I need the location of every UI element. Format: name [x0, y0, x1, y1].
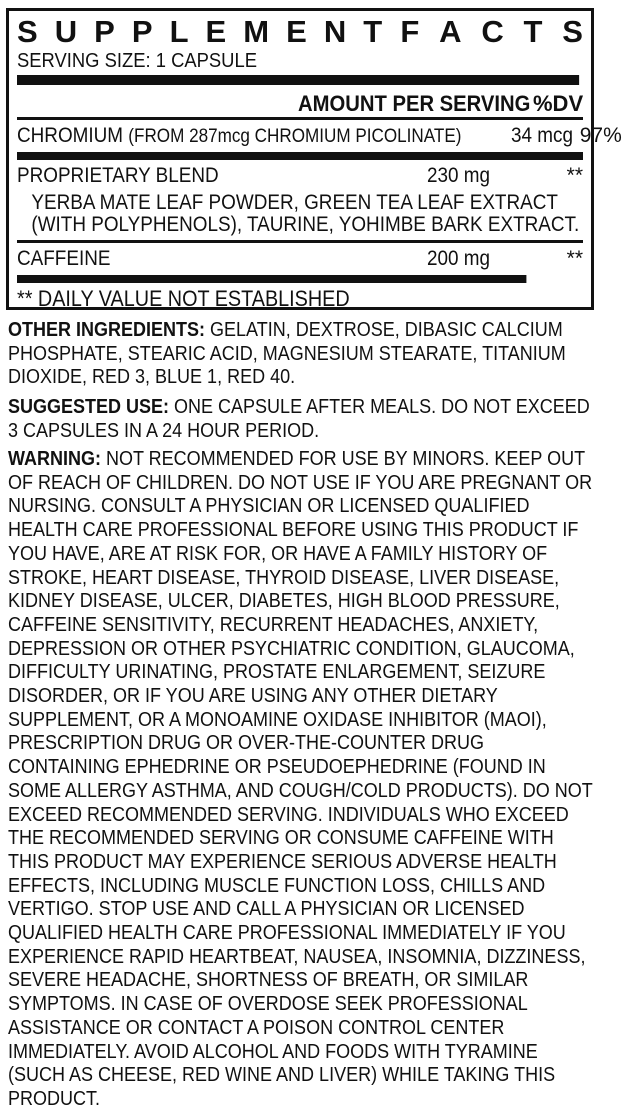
nutrient-amount: 230 mg — [427, 164, 491, 187]
warning-label: WARNING: — [8, 448, 101, 470]
title-letter: F — [400, 14, 420, 49]
nutrient-row-caffeine — [17, 243, 583, 275]
warning-text: NOT RECOMMENDED FOR USE BY MINORS. KEEP OUT OF REACH OF CHILDREN. DO NOT USE IF YOU ARE PREGNANT OR NURSING. CONSULT A PHYSICIAN OR LICENSED QUALIFIED HEALTH CARE PROFESSIONAL BEFORE USING THIS PRODUCT IF YOU HAVE, ARE AT RISK FOR, OR HAVE A FAMILY HISTORY OF STROKE, HEART DISEASE, THYROID DISEASE, LIVER DISEASE, KIDNEY DISEASE, ULCER, DIABETES, HIGH BLOOD PRESSURE, CAFFEINE SENSITIVITY, RECURRENT HEADACHES, ANXIETY, DEPRESSION OR OTHER PSYCHIATRIC CONDITION, GLAUCOMA, DIFFICULTY URINATING, PROSTATE ENLARGEMENT, SEIZURE DISORDER, OR IF YOU ARE USING ANY OTHER DIETARY SUPPLEMENT, OR A MONOAMINE OXIDASE INHIBITOR (MAOI), PRESCRIPTION DRUG OR OVER-THE-COUNTER DRUG CONTAINING EPHEDRINE OR PSEUDOEPHEDRINE (FOUND IN SOME ALLERGY ASTHMA, AND COUGH/COLD PRODUCTS). DO NOT EXCEED RECOMMENDED SERVING. INDIVIDUALS WHO EXCEED THE RECOMMENDED SERVING OR CONSUME CAFFEINE WITH THIS PRODUCT MAY EXPERIENCE SERIOUS ADVERSE HEALTH EFFECTS, INCLUDING MUSCLE FUNCTION LOSS, CHILLS AND VERTIGO. STOP USE AND CALL A PHYSICIAN OR LICENSED QUALIFIED HEALTH CARE PROFESSIONAL IMMEDIATELY IF YOU EXPERIENCE RAPID HEARTBEAT, NAUSEA, INSOMNIA, DIZZINESS, SEVERE HEADACHE, SHORTNESS OF BREATH, OR SIMILAR SYMPTOMS. IN CASE OF OVERDOSE SEEK PROFESSIONAL ASSISTANCE OR CONTACT A POISON CONTROL CENTER IMMEDIATELY. AVOID ALCOHOL AND FOODS WITH TYRAMINE (SUCH AS CHEESE, RED WINE AND LIVER) WHILE TAKING THIS PRODUCT. — [8, 448, 593, 1110]
title-letter: M — [243, 14, 270, 49]
nutrient-name: CAFFEINE — [17, 247, 111, 270]
nutrient-name: PROPRIETARY BLEND — [17, 164, 219, 187]
other-ingredients — [8, 319, 593, 390]
nutrient-amount: 34 mcg — [510, 124, 573, 147]
header-daily-value: %DV — [533, 91, 584, 116]
blend-ingredients: YERBA MATE LEAF POWDER, GREEN TEA LEAF EXTRACT (WITH POLYPHENOLS), TAURINE, YOHIMBE BARK EXTRACT. — [31, 191, 580, 236]
dv-footnote: ** DAILY VALUE NOT ESTABLISHED — [17, 275, 526, 315]
title-letter: N — [323, 14, 347, 49]
nutrient-row-proprietary-blend — [17, 160, 583, 192]
suggested-use — [8, 396, 593, 443]
nutrient-dv: ** — [566, 164, 583, 187]
title-letter: S — [562, 14, 583, 49]
title-letter: L — [169, 14, 189, 49]
title-word-facts — [400, 15, 583, 49]
title-letter: P — [131, 14, 153, 49]
nutrient-detail: (FROM 287mcg CHROMIUM PICOLINATE) — [128, 126, 462, 147]
facts-title — [17, 15, 583, 49]
title-letter: U — [54, 14, 78, 49]
nutrient-amount: 200 mg — [427, 247, 491, 270]
nutrient-row-chromium — [17, 120, 622, 160]
warning — [8, 448, 593, 1112]
suggested-use-text: ONE CAPSULE AFTER MEALS. DO NOT EXCEED 3 CAPSULES IN A 24 HOUR PERIOD. — [8, 396, 590, 442]
nutrient-dv: 97% — [579, 124, 622, 147]
facts-header-row — [17, 85, 583, 120]
title-letter: T — [523, 14, 543, 49]
supplement-facts-panel — [6, 8, 622, 311]
suggested-use-label: SUGGESTED USE: — [8, 396, 170, 418]
title-word-supplement — [17, 15, 382, 49]
title-letter: E — [286, 14, 307, 49]
nutrient-name: CHROMIUM — [17, 124, 124, 147]
title-letter: E — [205, 14, 227, 49]
title-letter: S — [17, 14, 38, 49]
title-letter: P — [94, 14, 115, 49]
nutrient-dv: ** — [566, 247, 583, 270]
title-letter: A — [439, 14, 462, 49]
other-ingredients-label: OTHER INGREDIENTS: — [8, 319, 206, 341]
title-letter: C — [481, 14, 504, 49]
header-amount-per-serving: AMOUNT PER SERVING — [298, 91, 531, 116]
other-ingredients-text: GELATIN, DEXTROSE, DIBASIC CALCIUM PHOSPHATE, STEARIC ACID, MAGNESIUM STEARATE, TITANIUM DIOXIDE, RED 3, BLUE 1, RED 40. — [8, 319, 566, 389]
title-letter: T — [363, 14, 383, 49]
serving-size: SERVING SIZE: 1 CAPSULE — [17, 49, 579, 85]
